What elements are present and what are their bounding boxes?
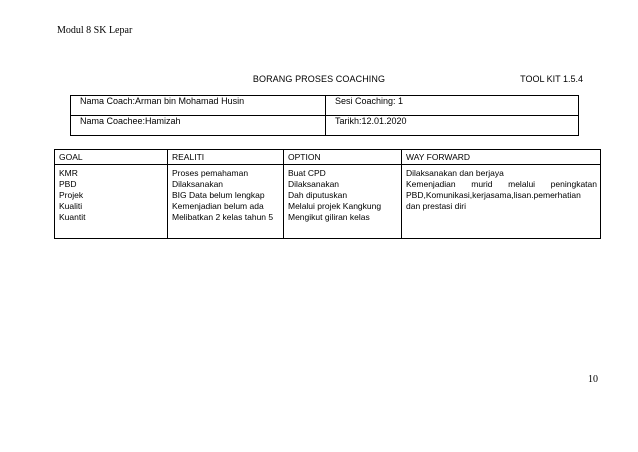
- option-header: OPTION: [284, 150, 402, 165]
- coach-name-cell: Nama Coach:Arman bin Mohamad Husin: [71, 96, 326, 116]
- grow-header-row: [55, 150, 601, 165]
- info-table: [70, 95, 579, 136]
- realiti-cell: [168, 165, 284, 239]
- option-item: Mengikut giliran kelas: [288, 212, 370, 222]
- goal-item: Kualiti: [59, 201, 83, 211]
- goal-cell: [55, 165, 168, 239]
- option-item: Melalui projek Kangkung: [288, 201, 382, 211]
- way-forward-item: dan prestasi diri: [406, 201, 467, 211]
- info-row: [71, 116, 579, 136]
- way-forward-cell: [402, 165, 601, 239]
- option-item: Dah diputuskan: [288, 190, 348, 200]
- option-item: Buat CPD: [288, 168, 326, 178]
- goal-item: Projek: [59, 190, 84, 200]
- realiti-item: BIG Data belum lengkap: [172, 190, 265, 200]
- goal-item: PBD: [59, 179, 77, 189]
- goal-header: GOAL: [55, 150, 168, 165]
- coachee-name-cell: Nama Coachee:Hamizah: [71, 116, 326, 136]
- realiti-header: REALITI: [168, 150, 284, 165]
- form-title: BORANG PROSES COACHING: [252, 74, 386, 84]
- date-cell: Tarikh:12.01.2020: [326, 116, 579, 136]
- realiti-item: Proses pemahaman: [172, 168, 249, 178]
- goal-item: Kuantit: [59, 212, 86, 222]
- way-forward-item: Dilaksanakan dan berjaya: [406, 168, 504, 178]
- toolkit-label: TOOL KIT 1.5.4: [520, 74, 583, 84]
- page-number: 10: [588, 374, 598, 385]
- option-item: Dilaksanakan: [288, 179, 340, 189]
- grow-content-row: [55, 165, 601, 239]
- way-forward-item: PBD,Komunikasi,kerjasama,lisan.pemerhatian: [406, 190, 581, 200]
- way-forward-item: Kemenjadian murid melalui peningkatan: [406, 179, 597, 189]
- realiti-item: Dilaksanakan: [172, 179, 224, 189]
- way-forward-header: WAY FORWARD: [402, 150, 601, 165]
- info-row: [71, 96, 579, 116]
- goal-item: KMR: [59, 168, 78, 178]
- option-cell: [284, 165, 402, 239]
- realiti-item: Kemenjadian belum ada: [172, 201, 264, 211]
- session-cell: Sesi Coaching: 1: [326, 96, 579, 116]
- module-header: Modul 8 SK Lepar: [57, 25, 133, 36]
- realiti-item: Melibatkan 2 kelas tahun 5: [172, 212, 274, 222]
- grow-table: [54, 149, 601, 239]
